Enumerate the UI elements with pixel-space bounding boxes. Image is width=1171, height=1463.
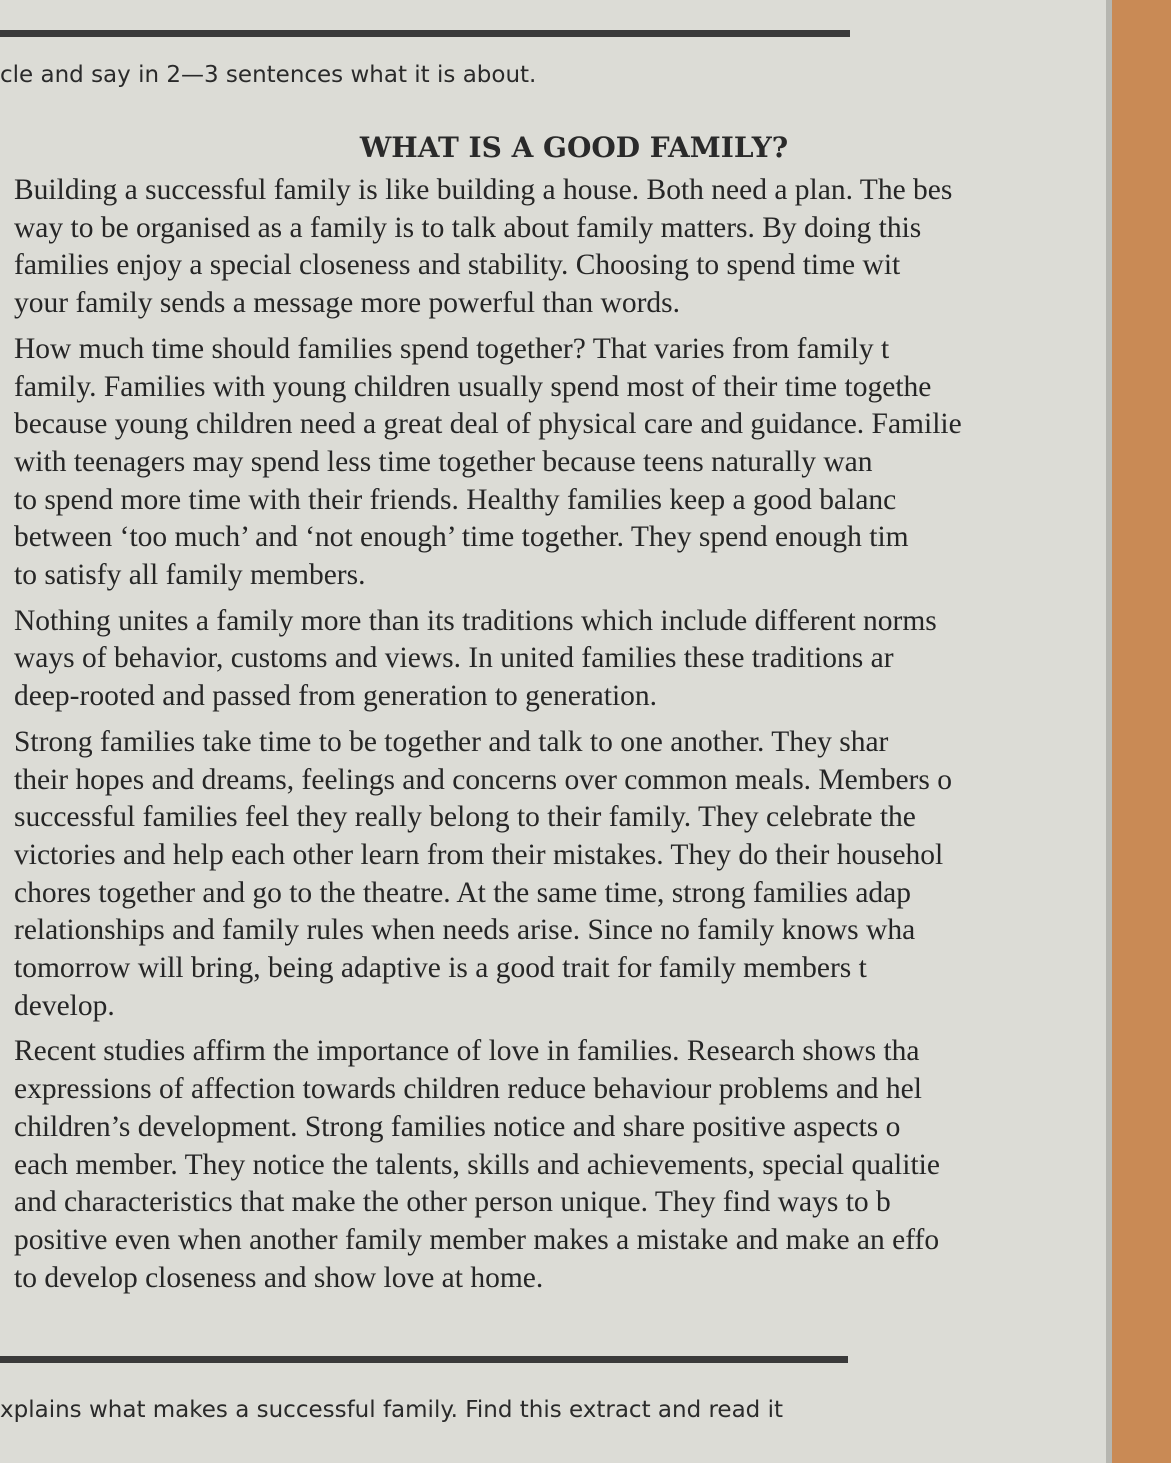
- text-line: between ‘too much’ and ‘not enough’ time together. They spend enough tim: [14, 521, 909, 554]
- task-instruction: cle and say in 2—3 sentences what it is about.: [0, 62, 537, 88]
- text-line: How much time should families spend together? That varies from family t: [14, 332, 890, 365]
- text-line: to develop closeness and show love at home.: [14, 1261, 544, 1294]
- text-line: Recent studies affirm the importance of love in families. Research shows tha: [14, 1035, 920, 1068]
- text-line: to satisfy all family members.: [14, 559, 366, 592]
- next-task-instruction: xplains what makes a successful family. Find this extract and read it: [0, 1397, 783, 1423]
- text-line: victories and help each other learn from their mistakes. They do their househol: [14, 838, 944, 871]
- text-line: relationships and family rules when needs arise. Since no family knows wha: [14, 914, 916, 947]
- article-title: WHAT IS A GOOD FAMILY?: [359, 131, 789, 164]
- text-line: Building a successful family is like building a house. Both need a plan. The bes: [14, 174, 953, 206]
- text-line: your family sends a message more powerful than words.: [14, 287, 681, 320]
- text-line: Nothing unites a family more than its traditions which include different norms: [14, 604, 937, 637]
- text-line: tomorrow will bring, being adaptive is a good trait for family members t: [14, 952, 867, 985]
- text-line: to spend more time with their friends. Healthy families keep a good balanc: [14, 483, 897, 516]
- paragraph-3: [14, 603, 1106, 716]
- paragraph-5: [14, 1033, 1106, 1297]
- text-line: way to be organised as a family is to talk about family matters. By doing this: [14, 211, 922, 244]
- paragraph-1: [14, 172, 1106, 323]
- bottom-divider: [0, 1356, 848, 1363]
- text-line: their hopes and dreams, feelings and concerns over common meals. Members o: [14, 763, 952, 796]
- article-body: [14, 172, 1106, 1305]
- text-line: successful families feel they really belong to their family. They celebrate the: [14, 801, 916, 834]
- text-line: because young children need a great deal of physical care and guidance. Familie: [14, 408, 962, 441]
- top-divider: [0, 30, 850, 37]
- text-line: ways of behavior, customs and views. In united families these traditions ar: [14, 642, 894, 675]
- paragraph-2: [14, 331, 1106, 595]
- text-line: expressions of affection towards children reduce behaviour problems and hel: [14, 1073, 922, 1106]
- text-line: positive even when another family member makes a mistake and make an effo: [14, 1223, 940, 1256]
- text-line: Strong families take time to be together and talk to one another. They shar: [14, 725, 889, 758]
- text-line: develop.: [14, 989, 115, 1022]
- page-edge: [1106, 0, 1112, 1463]
- text-line: with teenagers may spend less time together because teens naturally wan: [14, 445, 873, 478]
- text-line: family. Families with young children usually spend most of their time togethe: [14, 370, 932, 403]
- text-line: families enjoy a special closeness and stability. Choosing to spend time wit: [14, 249, 901, 282]
- text-line: and characteristics that make the other person unique. They find ways to b: [14, 1186, 891, 1219]
- paragraph-4: [14, 724, 1106, 1026]
- text-line: children’s development. Strong families notice and share positive aspects o: [14, 1110, 901, 1143]
- text-line: each member. They notice the talents, skills and achievements, special qualitie: [14, 1148, 940, 1181]
- text-line: chores together and go to the theatre. At the same time, strong families adap: [14, 876, 912, 909]
- text-line: deep-rooted and passed from generation to generation.: [14, 680, 658, 713]
